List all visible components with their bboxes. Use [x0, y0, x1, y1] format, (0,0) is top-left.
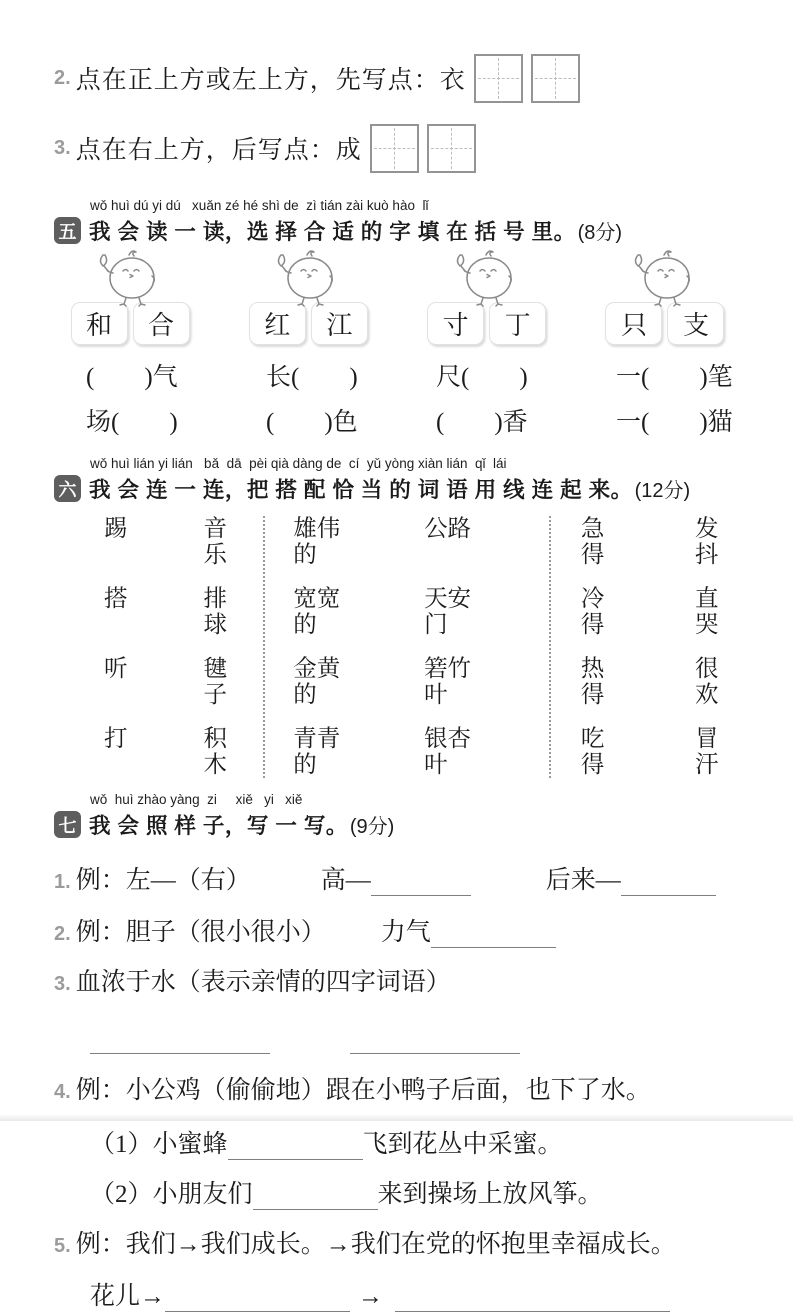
section6-pinyin: wǒ huì lián yi lián bǎ dā pèi qià dàng de cí yǔ yòng xiàn lián qǐ lái	[90, 456, 507, 471]
chick-icon	[270, 248, 346, 306]
tianzige-box[interactable]	[474, 54, 523, 103]
choice-char-box	[667, 302, 724, 345]
choice-char-box	[489, 302, 546, 345]
chick-icon	[92, 248, 168, 306]
match-word[interactable]: 急得	[580, 516, 605, 568]
section5-badge: 五	[54, 217, 81, 244]
choice-char: 寸	[442, 311, 469, 340]
question-1	[54, 860, 739, 896]
question-4-sub-1	[54, 1124, 739, 1160]
section6-header	[54, 456, 739, 504]
item-number: 3.	[54, 136, 71, 159]
tian-hline	[374, 148, 415, 149]
example-text: 例：胆子（很小很小）	[75, 919, 326, 946]
question-2	[54, 912, 739, 948]
stroke-item-3	[54, 122, 739, 174]
choice-char-box	[311, 302, 368, 345]
prompt-text: 小朋友们	[152, 1181, 253, 1208]
choice-group-1	[66, 252, 194, 345]
choice-group-3	[423, 252, 551, 345]
fill-row-1	[54, 357, 739, 393]
match-word[interactable]: 搭	[104, 586, 128, 612]
stroke-item-2	[54, 52, 739, 104]
fill-slot[interactable]: 一( )笔	[616, 364, 733, 391]
match-word[interactable]: 积木	[203, 726, 227, 778]
choice-char-box	[249, 302, 306, 345]
match-word[interactable]: 热得	[580, 656, 605, 708]
example-text: 例：左—（右）	[75, 867, 251, 894]
choice-group-4	[601, 252, 729, 345]
section5-score: (8分)	[577, 222, 623, 244]
choice-char: 支	[682, 311, 709, 340]
fill-slot[interactable]: 长( )	[266, 364, 358, 391]
section7-score: (9分)	[349, 816, 395, 838]
choice-char: 丁	[504, 311, 531, 340]
match-word[interactable]: 青青的	[293, 726, 341, 778]
prompt-text: 后来—	[545, 867, 621, 894]
item-number: 1.	[54, 871, 71, 893]
question-3	[54, 962, 739, 998]
prompt-text: 花儿→	[90, 1283, 166, 1310]
answer-blank[interactable]	[90, 1028, 270, 1054]
item-number: 3.	[54, 973, 71, 995]
section5-title: 我 会 读 一 读，选 择 合 适 的 字 填 在 括 号 里。	[89, 220, 576, 244]
question-3-answer-row	[54, 1028, 739, 1054]
match-word[interactable]: 踢	[104, 516, 128, 542]
section6-title: 我 会 连 一 连，把 搭 配 恰 当 的 词 语 用 线 连 起 来。	[89, 478, 633, 502]
match-group-2	[263, 516, 549, 778]
match-word[interactable]: 箬竹叶	[424, 656, 472, 708]
match-word[interactable]: 直哭	[694, 586, 719, 638]
tianzige-box[interactable]	[427, 124, 476, 173]
item-number: 2.	[54, 66, 71, 89]
question-5-answer-row	[54, 1276, 739, 1312]
section5-pinyin: wǒ huì dú yi dú xuǎn zé hé shì de zì tián zài kuò hào lǐ	[90, 198, 429, 213]
fill-slot[interactable]: 一( )猫	[616, 409, 733, 436]
fill-slot[interactable]: 场( )	[86, 409, 178, 436]
prompt-text: 飞到花丛中采蜜。	[362, 1131, 563, 1158]
question-4	[54, 1070, 739, 1106]
answer-blank[interactable]	[621, 870, 716, 896]
item-text: 点在正上方或左上方，先写点：衣	[75, 67, 466, 94]
question-5	[54, 1224, 739, 1260]
choice-char: 合	[147, 311, 174, 340]
fill-slot[interactable]: ( )气	[86, 364, 178, 391]
choice-char-box	[133, 302, 190, 345]
match-word[interactable]: 毽子	[203, 656, 227, 708]
match-word[interactable]: 排球	[203, 586, 227, 638]
item-number: 2.	[54, 923, 71, 945]
prompt-text: 小蜜蜂	[152, 1131, 228, 1158]
question-4-sub-2	[54, 1174, 739, 1210]
answer-blank[interactable]	[371, 870, 471, 896]
tianzige-box[interactable]	[531, 54, 580, 103]
item-number: 4.	[54, 1081, 71, 1103]
section7-header	[54, 792, 739, 840]
example-text: 例：小公鸡（偷偷地）跟在小鸭子后面，也下了水。	[75, 1077, 651, 1104]
answer-blank[interactable]	[350, 1028, 520, 1054]
tian-hline	[431, 148, 472, 149]
sub-label: （1）	[90, 1131, 153, 1158]
chick-icon	[627, 248, 703, 306]
choice-char-box	[427, 302, 484, 345]
answer-blank[interactable]	[431, 922, 556, 948]
choice-char-box	[605, 302, 662, 345]
choice-char: 和	[85, 311, 112, 340]
item-text: 点在右上方，后写点：成	[75, 137, 362, 164]
section7-pinyin: wǒ huì zhào yàng zi xiě yi xiě	[90, 792, 303, 807]
tian-hline	[478, 78, 519, 79]
match-word[interactable]: 冷得	[580, 586, 605, 638]
match-word[interactable]: 银杏叶	[424, 726, 472, 778]
choice-char-box	[71, 302, 128, 345]
section7-title: 我 会 照 样 子，写 一 写。	[89, 814, 348, 838]
section7-badge: 七	[54, 811, 81, 838]
match-word[interactable]: 天安门	[424, 586, 472, 638]
prompt-text: 血浓于水（表示亲情的四字词语）	[75, 969, 451, 996]
match-group-3	[549, 516, 739, 778]
match-word[interactable]: 音乐	[203, 516, 227, 568]
match-word[interactable]: 很欢	[694, 656, 719, 708]
choice-char: 只	[620, 311, 647, 340]
choice-groups-row	[54, 252, 739, 345]
match-group-1	[104, 516, 263, 778]
answer-blank[interactable]	[395, 1286, 670, 1312]
match-word[interactable]: 雄伟的	[293, 516, 341, 568]
fill-slot[interactable]: ( )香	[436, 409, 528, 436]
answer-blank[interactable]	[253, 1184, 378, 1210]
match-word[interactable]: 公路	[424, 516, 472, 542]
answer-blank[interactable]	[228, 1134, 363, 1160]
match-word[interactable]: 打	[104, 726, 128, 752]
match-word[interactable]: 冒汗	[694, 726, 719, 778]
match-word[interactable]: 宽宽的	[293, 586, 341, 638]
tian-hline	[535, 78, 576, 79]
section6-score: (12分)	[634, 480, 691, 502]
arrow-text: →	[358, 1283, 384, 1310]
prompt-text: 来到操场上放风筝。	[377, 1181, 603, 1208]
tianzige-box[interactable]	[370, 124, 419, 173]
prompt-text: 力气	[380, 919, 431, 946]
item-number: 5.	[54, 1235, 71, 1257]
example-text: 例：我们→我们成长。→我们在党的怀抱里幸福成长。	[75, 1231, 676, 1258]
sub-label: （2）	[90, 1181, 153, 1208]
prompt-text: 高—	[320, 867, 371, 894]
chick-icon	[449, 248, 525, 306]
section6-badge: 六	[54, 475, 81, 502]
fill-slot[interactable]: ( )色	[266, 409, 358, 436]
choice-char: 江	[326, 311, 353, 340]
fill-slot[interactable]: 尺( )	[436, 364, 528, 391]
answer-blank[interactable]	[165, 1286, 350, 1312]
match-word[interactable]: 发抖	[694, 516, 719, 568]
matching-exercise	[54, 516, 739, 778]
choice-group-2	[244, 252, 372, 345]
match-word[interactable]: 金黄的	[293, 656, 341, 708]
choice-char: 红	[264, 311, 291, 340]
fill-row-2	[54, 402, 739, 438]
section5-header	[54, 198, 739, 246]
match-word[interactable]: 吃得	[580, 726, 605, 778]
match-word[interactable]: 听	[104, 656, 128, 682]
